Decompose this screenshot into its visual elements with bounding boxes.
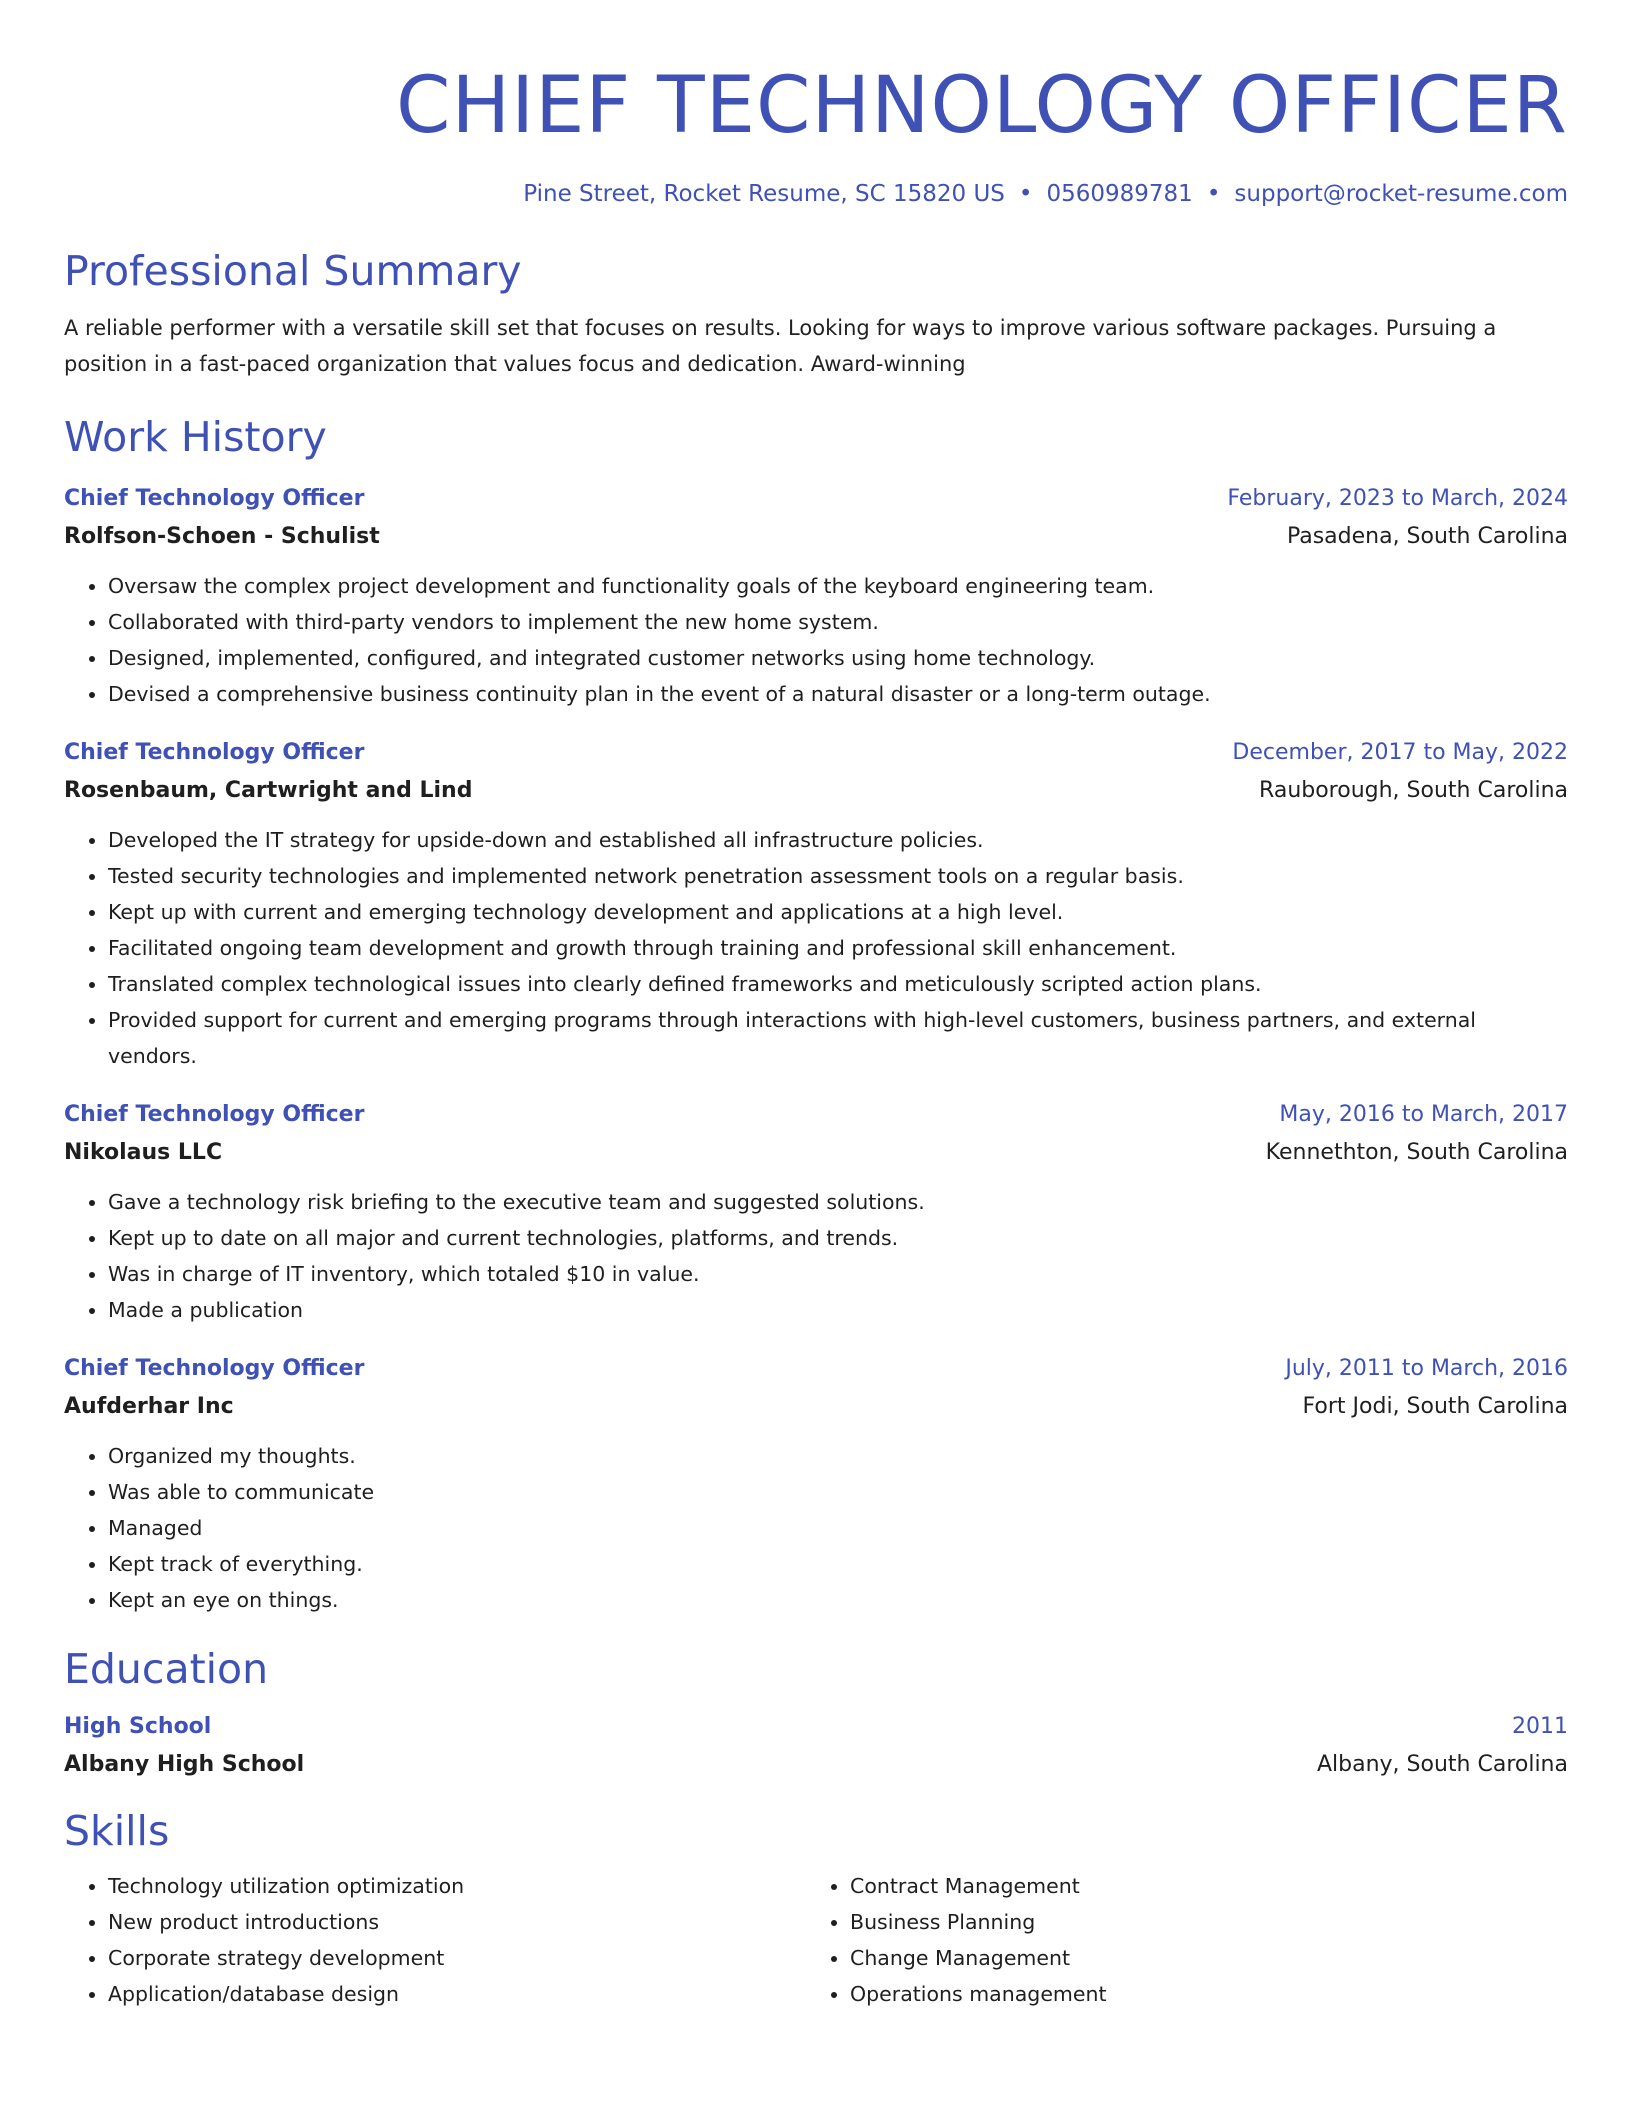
job-bullet: • Managed	[108, 1510, 1568, 1546]
job-location: Rauborough, South Carolina	[1259, 778, 1568, 803]
job-role: Chief Technology Officer	[64, 486, 365, 511]
skill-item: • Technology utilization optimization	[108, 1868, 806, 1904]
resume-name: CHIEF TECHNOLOGY OFFICER	[396, 61, 1568, 151]
skill-item: • Contract Management	[850, 1868, 1548, 1904]
skills-column-right	[806, 1868, 1548, 2012]
job-company: Nikolaus LLC	[64, 1140, 223, 1165]
job-bullet: • Gave a technology risk briefing to the executive team and suggested solutions.	[108, 1184, 1568, 1220]
job-bullets	[64, 822, 1568, 1074]
job-company: Rosenbaum, Cartwright and Lind	[64, 778, 473, 803]
job-entry	[64, 480, 1568, 712]
job-role: Chief Technology Officer	[64, 1356, 365, 1381]
job-bullet: • Developed the IT strategy for upside-down and established all infrastructure policies.	[108, 822, 1568, 858]
contact-address: Pine Street, Rocket Resume, SC 15820 US	[523, 181, 1005, 207]
job-bullets	[64, 568, 1568, 712]
contact-separator: •	[1206, 181, 1221, 207]
skill-item: • Corporate strategy development	[108, 1940, 806, 1976]
job-bullet: • Translated complex technological issues into clearly defined frameworks and meticulously scripted action plans.	[108, 966, 1568, 1002]
job-bullet: • Devised a comprehensive business continuity plan in the event of a natural disaster or a long-term outage.	[108, 676, 1568, 712]
job-bullet: • Kept up to date on all major and current technologies, platforms, and trends.	[108, 1220, 1568, 1256]
education-school: Albany High School	[64, 1752, 305, 1777]
skills-heading: Skills	[64, 1807, 170, 1855]
job-bullet: • Oversaw the complex project development and functionality goals of the keyboard engineering team.	[108, 568, 1568, 604]
contact-line	[64, 178, 1568, 210]
job-company: Aufderhar Inc	[64, 1394, 234, 1419]
job-location: Fort Jodi, South Carolina	[1302, 1394, 1568, 1419]
summary-heading: Professional Summary	[64, 247, 522, 295]
education-heading: Education	[64, 1645, 269, 1693]
contact-separator: •	[1018, 181, 1033, 207]
job-dates: May, 2016 to March, 2017	[1279, 1102, 1568, 1127]
summary-text: A reliable performer with a versatile skill set that focuses on results. Looking for ways to improve various software packages. Pursuing a position in a fast-paced organization that values focus and dedication. Award-winning	[64, 316, 1497, 376]
education-entry	[64, 1708, 1568, 1784]
job-bullet: • Kept an eye on things.	[108, 1582, 1568, 1618]
skill-item: • New product introductions	[108, 1904, 806, 1940]
job-location: Kennethton, South Carolina	[1265, 1140, 1568, 1165]
job-bullet: • Kept up with current and emerging technology development and applications at a high level.	[108, 894, 1568, 930]
skills-column-left	[64, 1868, 806, 2012]
job-bullet: • Was able to communicate	[108, 1474, 1568, 1510]
job-entry	[64, 1350, 1568, 1618]
job-bullets	[64, 1184, 1568, 1328]
education-location: Albany, South Carolina	[1316, 1752, 1568, 1777]
job-bullet: • Collaborated with third-party vendors to implement the new home system.	[108, 604, 1568, 640]
skill-item: • Application/database design	[108, 1976, 806, 2012]
education-degree: High School	[64, 1714, 212, 1739]
contact-email: support@rocket-resume.com	[1234, 181, 1568, 207]
job-bullets	[64, 1438, 1568, 1618]
job-bullet: • Tested security technologies and implemented network penetration assessment tools on a regular basis.	[108, 858, 1568, 894]
job-bullet: • Kept track of everything.	[108, 1546, 1568, 1582]
education-year: 2011	[1512, 1714, 1568, 1739]
job-bullet: • Was in charge of IT inventory, which totaled $10 in value.	[108, 1256, 1568, 1292]
job-dates: July, 2011 to March, 2016	[1285, 1356, 1568, 1381]
job-role: Chief Technology Officer	[64, 1102, 365, 1127]
skills-list	[64, 1868, 1568, 2012]
job-entry	[64, 1096, 1568, 1328]
job-role: Chief Technology Officer	[64, 740, 365, 765]
job-location: Pasadena, South Carolina	[1286, 524, 1568, 549]
resume-page	[64, 0, 1568, 2012]
job-company: Rolfson-Schoen - Schulist	[64, 524, 380, 549]
job-bullet: • Made a publication	[108, 1292, 1568, 1328]
job-dates: February, 2023 to March, 2024	[1227, 486, 1568, 511]
skill-item: • Change Management	[850, 1940, 1548, 1976]
skill-item: • Business Planning	[850, 1904, 1548, 1940]
job-dates: December, 2017 to May, 2022	[1232, 740, 1568, 765]
job-bullet: • Organized my thoughts.	[108, 1438, 1568, 1474]
work-history-heading: Work History	[64, 413, 327, 461]
job-bullet: • Facilitated ongoing team development and growth through training and professional skill enhancement.	[108, 930, 1568, 966]
job-entry	[64, 734, 1568, 1074]
job-bullet: • Designed, implemented, configured, and integrated customer networks using home technology.	[108, 640, 1568, 676]
skill-item: • Operations management	[850, 1976, 1548, 2012]
job-bullet: • Provided support for current and emerging programs through interactions with high-level customers, business partners, and external vendors.	[108, 1002, 1568, 1074]
contact-phone: 0560989781	[1046, 181, 1193, 207]
